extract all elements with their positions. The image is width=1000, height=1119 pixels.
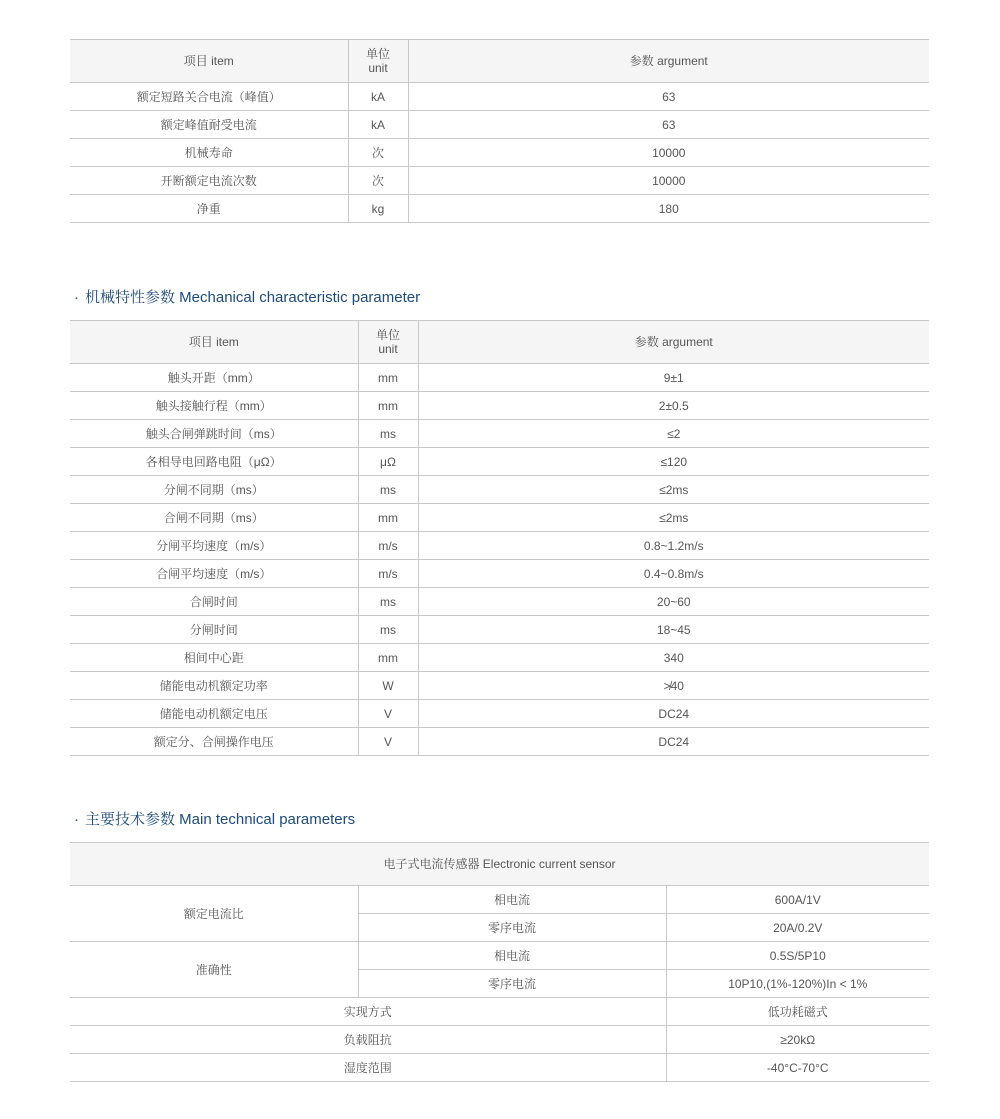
mechanical-parameters-table bbox=[70, 320, 929, 756]
table-row bbox=[70, 167, 929, 195]
cell-item: 净重 bbox=[70, 195, 348, 223]
cell-unit: ms bbox=[358, 616, 418, 644]
table-row bbox=[70, 728, 929, 756]
cell-value: ≤2 bbox=[418, 420, 929, 448]
section-title-text: 主要技术参数 Main technical parameters bbox=[85, 811, 356, 828]
table-row bbox=[70, 532, 929, 560]
accuracy-zero-value: 10P10,(1%-120%)In < 1% bbox=[666, 970, 929, 998]
table-row bbox=[70, 644, 929, 672]
accuracy-phase-value: 0.5S/5P10 bbox=[666, 942, 929, 970]
header-unit bbox=[358, 321, 418, 364]
cell-value: DC24 bbox=[418, 700, 929, 728]
table-row bbox=[70, 560, 929, 588]
cell-item: 相间中心距 bbox=[70, 644, 358, 672]
cell-value: ≤2ms bbox=[418, 504, 929, 532]
table-row bbox=[70, 448, 929, 476]
cell-item: 分闸平均速度（m/s） bbox=[70, 532, 358, 560]
cell-item: 储能电动机额定电压 bbox=[70, 700, 358, 728]
table-row bbox=[70, 139, 929, 167]
technical-parameters-table bbox=[70, 842, 929, 1082]
table-row bbox=[70, 111, 929, 139]
cell-unit: m/s bbox=[358, 560, 418, 588]
table-header-row bbox=[70, 40, 929, 83]
table-row bbox=[70, 886, 929, 914]
bullet: · bbox=[74, 289, 79, 306]
table-row bbox=[70, 998, 929, 1026]
cell-item: 额定分、合闸操作电压 bbox=[70, 728, 358, 756]
load-impedance-label: 负载阻抗 bbox=[70, 1026, 666, 1054]
cell-unit: μΩ bbox=[358, 448, 418, 476]
header-unit-en: unit bbox=[368, 61, 388, 75]
cell-item: 额定短路关合电流（峰值） bbox=[70, 83, 348, 111]
table-row bbox=[70, 195, 929, 223]
cell-value: 340 bbox=[418, 644, 929, 672]
method-value: 低功耗磁式 bbox=[666, 998, 929, 1026]
table-row bbox=[70, 1054, 929, 1082]
table-row bbox=[70, 1026, 929, 1054]
temperature-range-label: 湿度范围 bbox=[70, 1054, 666, 1082]
cell-value: ≯40 bbox=[418, 672, 929, 700]
cell-item: 分闸不同期（ms） bbox=[70, 476, 358, 504]
cell-unit: ms bbox=[358, 476, 418, 504]
method-label: 实现方式 bbox=[70, 998, 666, 1026]
table-row bbox=[70, 392, 929, 420]
table-row bbox=[70, 942, 929, 970]
ratio-zero-label: 零序电流 bbox=[358, 914, 666, 942]
cell-value: DC24 bbox=[418, 728, 929, 756]
cell-value: 9±1 bbox=[418, 364, 929, 392]
cell-unit: mm bbox=[358, 364, 418, 392]
cell-item: 合闸平均速度（m/s） bbox=[70, 560, 358, 588]
table-row bbox=[70, 504, 929, 532]
cell-unit: mm bbox=[358, 504, 418, 532]
cell-item: 合闸不同期（ms） bbox=[70, 504, 358, 532]
cell-item: 储能电动机额定功率 bbox=[70, 672, 358, 700]
cell-item: 合闸时间 bbox=[70, 588, 358, 616]
cell-value: 63 bbox=[408, 111, 929, 139]
cell-unit: mm bbox=[358, 392, 418, 420]
table-row bbox=[70, 700, 929, 728]
header-unit bbox=[348, 40, 408, 83]
cell-value: 180 bbox=[408, 195, 929, 223]
load-impedance-value: ≥20kΩ bbox=[666, 1026, 929, 1054]
table-row bbox=[70, 672, 929, 700]
header-argument: 参数 argument bbox=[408, 40, 929, 83]
cell-unit: ms bbox=[358, 588, 418, 616]
cell-unit: kA bbox=[348, 111, 408, 139]
cell-unit: 次 bbox=[348, 167, 408, 195]
cell-value: ≤2ms bbox=[418, 476, 929, 504]
electrical-parameters-table bbox=[70, 39, 929, 223]
ratio-phase-value: 600A/1V bbox=[666, 886, 929, 914]
table-caption: 电子式电流传感器 Electronic current sensor bbox=[70, 843, 929, 886]
section-title-text: 机械特性参数 Mechanical characteristic parameter bbox=[85, 289, 421, 306]
cell-value: 10000 bbox=[408, 139, 929, 167]
header-argument: 参数 argument bbox=[418, 321, 929, 364]
cell-unit: V bbox=[358, 700, 418, 728]
cell-unit: mm bbox=[358, 644, 418, 672]
cell-unit: V bbox=[358, 728, 418, 756]
cell-value: 10000 bbox=[408, 167, 929, 195]
cell-item: 各相导电回路电阻（μΩ） bbox=[70, 448, 358, 476]
table-header-row bbox=[70, 321, 929, 364]
header-unit-zh: 单位 bbox=[365, 47, 390, 61]
cell-unit: ms bbox=[358, 420, 418, 448]
ratio-zero-value: 20A/0.2V bbox=[666, 914, 929, 942]
bullet: · bbox=[74, 811, 79, 828]
cell-item: 触头接触行程（mm） bbox=[70, 392, 358, 420]
cell-value: ≤120 bbox=[418, 448, 929, 476]
cell-value: 2±0.5 bbox=[418, 392, 929, 420]
table-caption-row bbox=[70, 843, 929, 886]
table-row bbox=[70, 616, 929, 644]
ratio-phase-label: 相电流 bbox=[358, 886, 666, 914]
temperature-range-value: -40°C-70°C bbox=[666, 1054, 929, 1082]
table-row bbox=[70, 588, 929, 616]
cell-unit: kA bbox=[348, 83, 408, 111]
cell-unit: m/s bbox=[358, 532, 418, 560]
accuracy-zero-label: 零序电流 bbox=[358, 970, 666, 998]
cell-value: 0.4~0.8m/s bbox=[418, 560, 929, 588]
cell-unit: W bbox=[358, 672, 418, 700]
cell-item: 分闸时间 bbox=[70, 616, 358, 644]
header-unit-zh: 单位 bbox=[375, 328, 400, 342]
table-row bbox=[70, 476, 929, 504]
table-row bbox=[70, 83, 929, 111]
cell-value: 18~45 bbox=[418, 616, 929, 644]
table-row bbox=[70, 420, 929, 448]
header-item: 项目 item bbox=[70, 321, 358, 364]
accuracy-label: 准确性 bbox=[70, 942, 358, 998]
table-row bbox=[70, 364, 929, 392]
cell-value: 0.8~1.2m/s bbox=[418, 532, 929, 560]
cell-item: 额定峰值耐受电流 bbox=[70, 111, 348, 139]
accuracy-phase-label: 相电流 bbox=[358, 942, 666, 970]
cell-value: 20~60 bbox=[418, 588, 929, 616]
cell-value: 63 bbox=[408, 83, 929, 111]
cell-item: 触头合闸弹跳时间（ms） bbox=[70, 420, 358, 448]
section-title-mechanical bbox=[74, 286, 420, 307]
cell-unit: 次 bbox=[348, 139, 408, 167]
header-item: 项目 item bbox=[70, 40, 348, 83]
section-title-technical bbox=[74, 808, 355, 829]
cell-item: 开断额定电流次数 bbox=[70, 167, 348, 195]
cell-item: 触头开距（mm） bbox=[70, 364, 358, 392]
cell-item: 机械寿命 bbox=[70, 139, 348, 167]
ratio-label: 额定电流比 bbox=[70, 886, 358, 942]
header-unit-en: unit bbox=[378, 342, 398, 356]
cell-unit: kg bbox=[348, 195, 408, 223]
